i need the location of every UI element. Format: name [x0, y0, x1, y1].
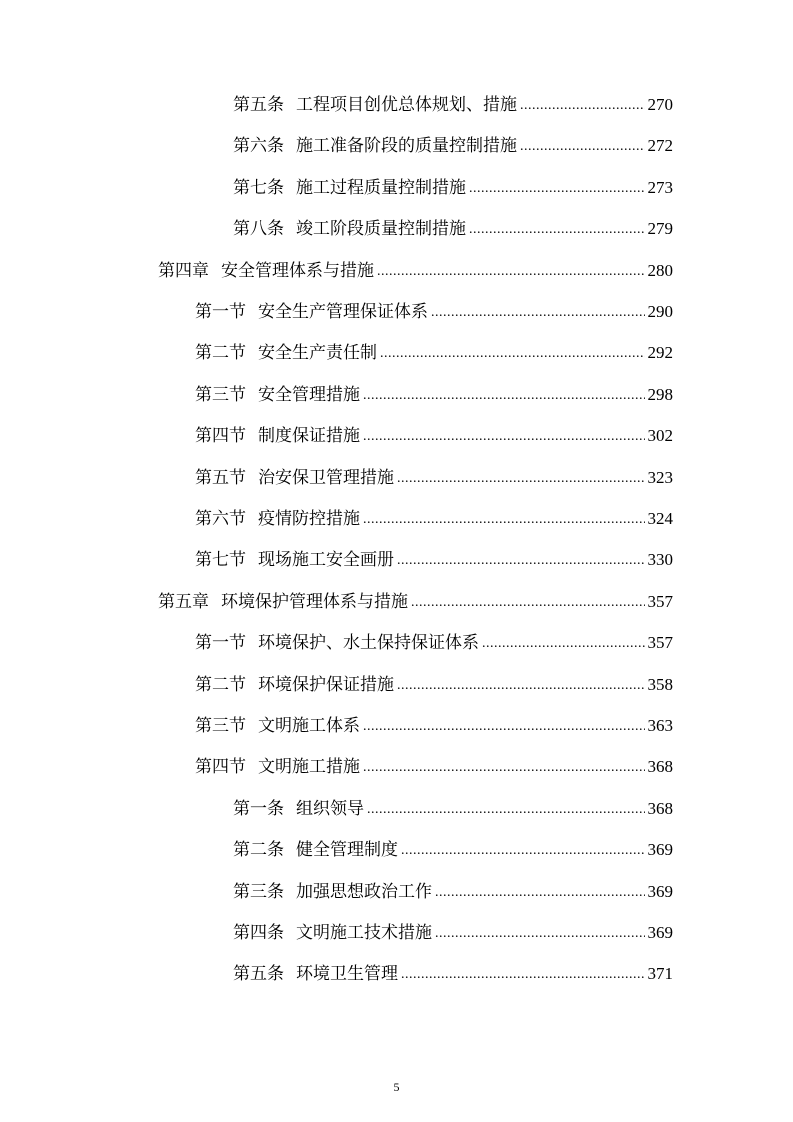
toc-entry-number: 第一节 [195, 302, 246, 322]
toc-dot-leader [363, 753, 645, 783]
toc-entry [233, 918, 673, 948]
toc-entry-page-number: 368 [647, 798, 673, 818]
toc-entry [233, 173, 673, 203]
toc-entry-page-number: 290 [647, 302, 673, 321]
toc-dot-leader [520, 91, 645, 121]
toc-entry [233, 794, 673, 824]
toc-dot-leader [363, 381, 645, 411]
toc-dot-leader [397, 464, 645, 494]
toc-dot-leader [482, 629, 645, 659]
toc-entry [233, 877, 673, 907]
toc-entry-title: 健全管理制度 [296, 840, 398, 861]
toc-entry [195, 628, 673, 658]
toc-entry-page-number: 371 [647, 964, 673, 984]
toc-entry [195, 463, 673, 493]
toc-entry-page-number: 369 [647, 840, 673, 860]
toc-entry [195, 504, 673, 534]
toc-entry-title: 环境保护、水土保持保证体系 [258, 633, 479, 654]
toc-entry-title: 环境保护保证措施 [258, 674, 394, 695]
toc-entry [195, 711, 673, 741]
toc-entry-number: 第三条 [233, 881, 284, 902]
toc-dot-leader [435, 919, 645, 949]
toc-dot-leader [435, 878, 645, 908]
toc-entry-number: 第五条 [233, 95, 284, 115]
toc-entry-number: 第二节 [195, 343, 246, 364]
toc-entry-title: 加强思想政治工作 [296, 881, 432, 902]
toc-entry-page-number: 292 [647, 343, 673, 363]
toc-entry-page-number: 363 [647, 716, 673, 735]
toc-dot-leader [401, 960, 645, 990]
toc-entry [158, 256, 673, 286]
toc-dot-leader [377, 257, 645, 287]
toc-entry [195, 380, 673, 410]
toc-entry-page-number: 369 [647, 881, 673, 901]
toc-entry [195, 338, 673, 368]
toc-entry-title: 制度保证措施 [258, 426, 360, 447]
toc-dot-leader [520, 132, 645, 162]
toc-entry-number: 第五节 [195, 467, 246, 488]
toc-dot-leader [363, 505, 645, 535]
toc-entry [158, 587, 673, 617]
toc-entry-page-number: 273 [647, 177, 673, 197]
toc-dot-leader [469, 215, 645, 245]
toc-entry-number: 第六条 [233, 136, 284, 157]
toc-entry-title: 组织领导 [296, 798, 364, 819]
toc-entry-number: 第三节 [195, 716, 246, 736]
toc-entry-title: 文明施工技术措施 [296, 923, 432, 943]
toc-entry-title: 现场施工安全画册 [258, 550, 394, 571]
toc-entry-number: 第四条 [233, 923, 284, 943]
toc-dot-leader [363, 712, 645, 742]
toc-dot-leader [363, 422, 645, 452]
toc-entry-number: 第三节 [195, 384, 246, 405]
toc-entry [195, 670, 673, 700]
toc-entry-number: 第一节 [195, 633, 246, 654]
toc-entry [195, 545, 673, 575]
toc-entry [195, 421, 673, 451]
toc-entry-title: 工程项目创优总体规划、措施 [296, 95, 517, 115]
toc-entry-page-number: 302 [647, 426, 673, 446]
toc-dot-leader [380, 339, 645, 369]
toc-entry-number: 第二节 [195, 674, 246, 695]
toc-entry-page-number: 368 [647, 757, 673, 777]
toc-entry-page-number: 280 [647, 260, 673, 280]
toc-entry-page-number: 279 [647, 219, 673, 239]
toc-dot-leader [401, 836, 645, 866]
toc-entry [233, 959, 673, 989]
toc-entry-title: 环境卫生管理 [296, 964, 398, 985]
toc-entry-page-number: 324 [647, 509, 673, 528]
toc-entry-number: 第七节 [195, 550, 246, 571]
toc-entry [233, 214, 673, 244]
toc-entry-number: 第五章 [158, 591, 209, 612]
toc-entry-page-number: 330 [647, 550, 673, 570]
toc-entry [195, 752, 673, 782]
toc-entry-number: 第四章 [158, 260, 209, 281]
toc-entry-title: 安全生产责任制 [258, 343, 377, 364]
toc-dot-leader [469, 174, 645, 204]
toc-entry-page-number: 323 [647, 467, 673, 487]
toc-entry-number: 第四节 [195, 757, 246, 778]
toc-entry-page-number: 272 [647, 136, 673, 156]
toc-entry-number: 第二条 [233, 840, 284, 861]
toc-entry-number: 第八条 [233, 219, 284, 240]
toc-entry-title: 安全管理措施 [258, 384, 360, 405]
toc-entry-page-number: 357 [647, 591, 673, 611]
toc-entry-page-number: 270 [647, 95, 673, 114]
toc-entry-title: 安全生产管理保证体系 [258, 302, 428, 322]
toc-entry [195, 297, 673, 327]
page-number: 5 [393, 1080, 400, 1094]
toc-entry-number: 第七条 [233, 177, 284, 198]
toc-dot-leader [431, 298, 645, 328]
toc-entry-title: 施工过程质量控制措施 [296, 177, 466, 198]
toc-entry-number: 第一条 [233, 798, 284, 819]
toc-entry-number: 第五条 [233, 964, 284, 985]
toc-entry-page-number: 358 [647, 674, 673, 694]
toc-entry-page-number: 298 [647, 384, 673, 404]
toc-entry-title: 竣工阶段质量控制措施 [296, 219, 466, 240]
toc-entry-title: 文明施工体系 [258, 716, 360, 736]
toc-entry-page-number: 369 [647, 923, 673, 942]
toc-dot-leader [411, 588, 645, 618]
toc-entry-title: 文明施工措施 [258, 757, 360, 778]
toc-entry-number: 第六节 [195, 509, 246, 529]
toc-dot-leader [367, 795, 645, 825]
toc-dot-leader [397, 546, 645, 576]
toc-entry-title: 安全管理体系与措施 [221, 260, 374, 281]
toc-entry-page-number: 357 [647, 633, 673, 653]
toc-entry [233, 90, 673, 120]
toc-entry-title: 施工准备阶段的质量控制措施 [296, 136, 517, 157]
toc-dot-leader [397, 671, 645, 701]
toc-entry [233, 835, 673, 865]
toc-entry-title: 疫情防控措施 [258, 509, 360, 529]
toc-entry-number: 第四节 [195, 426, 246, 447]
toc-entry [233, 131, 673, 161]
toc-entry-title: 环境保护管理体系与措施 [221, 591, 408, 612]
toc-entry-title: 治安保卫管理措施 [258, 467, 394, 488]
